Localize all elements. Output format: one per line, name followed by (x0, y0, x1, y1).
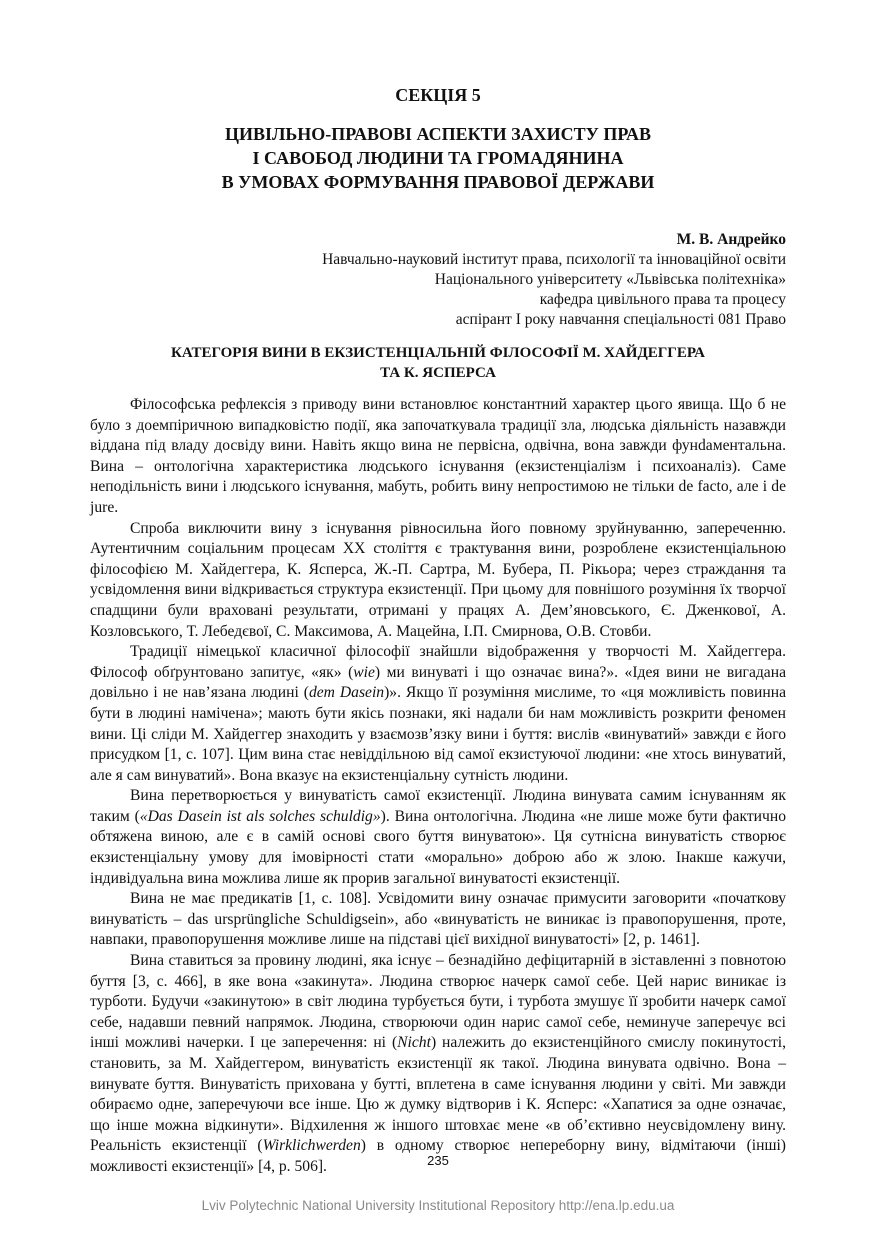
paragraph (90, 786, 786, 889)
italic-term: Nicht (397, 1034, 431, 1052)
text-segment: Спроба виключити вину з існування рівносильна його повному зруйнуванню, запереченню. Аутентичним соціальним процесам ХХ століття є трактування вини, розроблене екзистенціальною філософією М. Хайдеггера, К. Ясперса, Ж.-П. Сартра, М. Бубера, П. Рікьора; через страждання та усвідомлення вини відкривається структура екзистенції. При цьому для повнішого розуміння їх творчої спадщини були враховані результати, отримані у працях А. Дем’яновського, Є. Дженкової, А. Козловського, Т. Лебедєвої, С. Максимова, А. Мацейна, І.П. Смирнова, О.В. Стовби. (90, 519, 786, 640)
affiliation-line: аспірант І року навчання спеціальності 081 Право (455, 311, 786, 328)
article-body (90, 395, 786, 1178)
italic-term: dem Dasein (308, 684, 385, 702)
page-number: 235 (427, 1153, 449, 1168)
section-heading: СЕКЦІЯ 5 (395, 85, 481, 105)
article-title (0, 343, 876, 383)
text-segment: Вина ставиться за провину людині, яка існує – безнадійно дефіцитарній в зіставленні з повнотою буття [3, с. 466], в яке вона «закинута». Людина створює начерк самої себе. Цей нарис виникає із турботи. Будучи «закинутою» в світ людина турбується бути, і турбота змушує її зробити начерк самої себе, надавши певний напрямок. Людина, створюючи один нарис самої себе, неминуче заперечує всі інші можливі начерки. І це заперечення: ні ( (90, 952, 786, 1052)
text-segment: Вина перетворюється у винуватість самої екзистенції. Людина винувата самим існуванням як таким ( (90, 787, 786, 825)
text-segment: ) ми винуваті і що означає вина?». «Ідея вини не вигадана довільно і не нав’язана людині ( (90, 663, 786, 702)
affiliation-line: Навчально-науковий інститут права, психології та інноваційної освіти (322, 251, 786, 268)
affiliation-line: кафедра цивільного права та процесу (539, 291, 786, 308)
paragraph (90, 519, 786, 643)
text-segment: ). Вина онтологічна. Людина «не лише може бути фактично обтяжена виною, але є в самій основі свого буття винуватою». Ця сутнісна винуватість створює екзистенціальну умову для імовірності стати «морально» доброю або ж злою. Інакше кажучи, індивідуальна вина можлива лише як прорив загальної винуватості екзистенції. (90, 807, 786, 887)
affiliation-line: Національного університету «Львівська політехніка» (434, 271, 786, 288)
italic-term: wie (353, 663, 375, 681)
author-block (322, 230, 786, 330)
article-title-line: КАТЕГОРІЯ ВИНИ В ЕКЗИСТЕНЦІАЛЬНІЙ ФІЛОСОФІЇ М. ХАЙДЕГГЕРА (171, 345, 705, 361)
text-segment: Вина не має предикатів [1, с. 108]. Усвідомити вину означає примусити заговорити «початкову винуватість – das ursprüngliche Schuldigsein», або «винуватість не виникає із правопорушення, проте, навпаки, правопорушення можливе лише на підставі цієї вихідної винуватості» [2, р. 1461]. (90, 890, 786, 949)
italic-term: Wirklichwerden (262, 1137, 361, 1155)
section-title-line: І САВОБОД ЛЮДИНИ ТА ГРОМАДЯНИНА (252, 148, 624, 168)
text-segment: ) належить до екзистенційного смислу покинутості, становить, за М. Хайдеггером, винуватість екзистенції як такої. Людина винувата одвічно. Вона – винувате буття. Винуватість прихована у бутті, вплетена в саме існування людини у світі. Ми завжди обираємо одне, заперечуючи все інше. Цю ж думку відтворив і К. Ясперс: «Хапатися за одне означає, що інше можна відкинути». Відхилення ж іншого штовхає мене «в об’єктивно неусвідомлену вину. Реальність екзистенції ( (90, 1034, 786, 1155)
italic-term: «Das Dasein ist als solches schuldig» (139, 807, 381, 825)
section-title-line: ЦИВІЛЬНО-ПРАВОВІ АСПЕКТИ ЗАХИСТУ ПРАВ (224, 124, 652, 144)
text-segment: ) в одному створює непереборну вину, відмітаючи (інші) можливості екзистенції» [4, р. 506]. (90, 1137, 786, 1175)
article-title-line: ТА К. ЯСПЕРСА (380, 365, 496, 381)
author-name: М. В. Андрейко (676, 231, 786, 248)
repository-footer: Lviv Polytechnic National University Institutional Repository http://ena.lp.edu.ua (201, 1198, 675, 1213)
paragraph (90, 395, 786, 519)
section-title-line: В УМОВАХ ФОРМУВАННЯ ПРАВОВОЇ ДЕРЖАВИ (221, 172, 655, 192)
paragraph (90, 642, 786, 786)
paragraph (90, 889, 786, 951)
text-segment: Філософська рефлексія з приводу вини встановлює константний характер цього явища. Що б не було з доемпіричною випадковістю події, яка започаткувала традиції зла, людська діяльність назавжди віддана під владу досвіду вини. Навіть якщо вина не первісна, одвічна, вона завжди фунdаментальна. Вина – онтологічна характеристика людського існування (екзистенціалізм і психоаналіз). Саме неподільність вини і людського існування, мабуть, робить вину непростимою не тільки de facto, але і de jure. (90, 396, 786, 516)
section-title (0, 122, 876, 194)
text-segment: )». Якщо її розуміння мислиме, то «ця можливість повинна бути в людині намічена»; мають бути якісь познаки, які надали би нам можливість розкрити феномен вини. Ці сліди М. Хайдеггер знаходить у взаємозв’язку вини і буття: вислів «винуватий» завжди є його присудком [1, с. 107]. Цим вина стає невіддільною від самої екзистуючої людини: «не хтось винуватий, але я сам винуватий». Вона вказує на екзистенціальну сутність людини. (90, 684, 787, 784)
paragraph (90, 951, 786, 1178)
text-segment: Традиції німецької класичної філософії знайшли відображення у творчості М. Хайдеггера. Філософ обґрунтовано запитує, «як» ( (90, 643, 786, 681)
